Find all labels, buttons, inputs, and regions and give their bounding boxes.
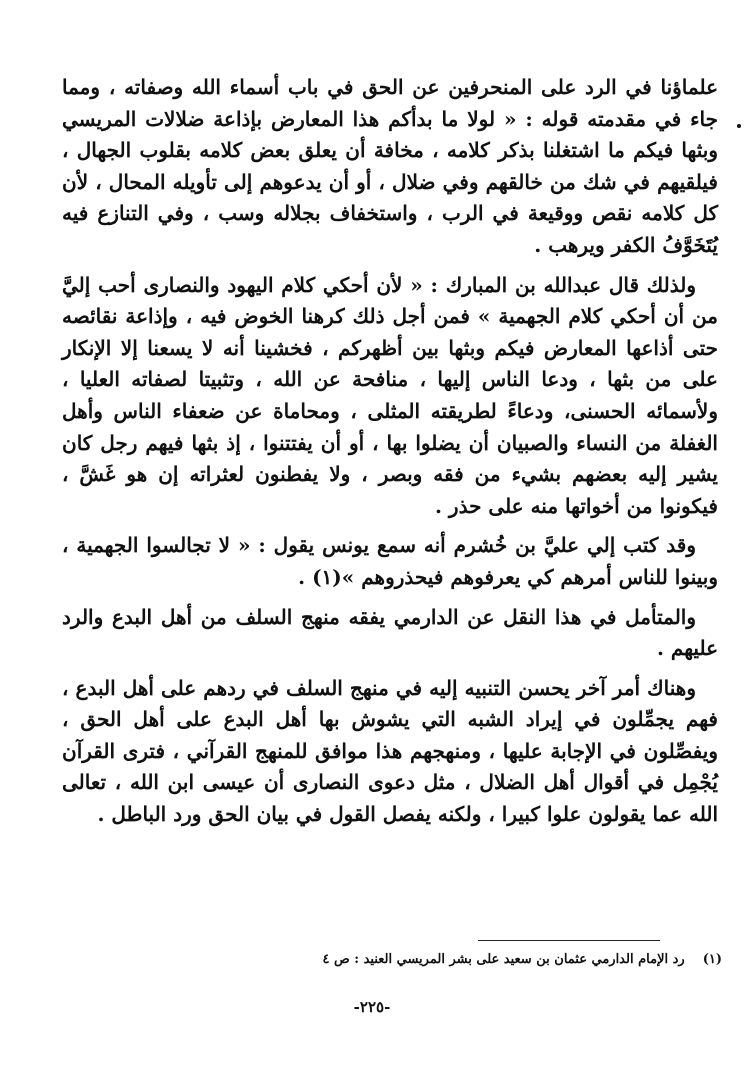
text-line: وهناك أمر آخر يحسن التنبيه إليه في منهج السلف في ردهم على أهل البدع ، <box>62 675 696 700</box>
text-line: أن يضلوا بها ، أو أن يفتتنوا ، إذ بثها فيهم رجل كان يشير إليه بعضهم بشيء من فقه <box>62 430 718 487</box>
paragraph-4 <box>62 602 718 665</box>
text-line: ووقيعة في الرب ، واستخفاف بجلاله وسب ، وفي التنازع فيه يُتَخَوَّفُ الكفر <box>62 201 718 257</box>
body-text <box>62 72 718 831</box>
footnote <box>250 952 722 967</box>
margin-dot <box>737 124 741 128</box>
text-line: علوا كبيرا ، ولكنه يفصل القول في بيان الحق ورد الباطل . <box>97 802 582 827</box>
text-line: اشتغلنا بذكر كلامه ، مخافة أن يعلق بعض كلامه بقلوب الجهال ، فيلقيهم في شك <box>62 138 718 194</box>
text-line: من أن أحكي كلام الجهمية » فمن أجل ذلك كرهنا الخوض فيه ، وإذاعة نقائصه <box>62 304 718 329</box>
paragraph-1 <box>62 72 718 262</box>
footnote-text: رد الإمام الدارمي عثمان بن سعيد على بشر المريسي العنيد : ص ٤ <box>322 952 685 967</box>
text-line: حتى أذاعها المعارض فيكم وبثها بين أظهركم ، فخشينا أنه لا يسعنا إلا الإنكار على <box>62 335 718 392</box>
text-line: وقد كتب إلي عليَّ بن خُشرم أنه سمع يونس يقول : « لا تجالسوا الجهمية ، <box>62 533 696 558</box>
footnote-separator <box>478 940 660 941</box>
text-line: من بثها ، ودعا الناس إليها ، منافحة عن الله ، وتثبيتا لصفاته العليا ، ولأسمائه الحسنى، <box>62 367 718 423</box>
footnote-number: (١) <box>702 952 722 967</box>
text-line: ولذلك قال عبدالله بن المبارك : « لأن أحكي كلام اليهود والنصارى أحب إليَّ <box>62 272 696 297</box>
text-line: مقدمته قوله : « لولا ما بدأكم هذا المعارض بإذاعة ضلالات المريسي وبثها فيكم ما <box>62 106 718 163</box>
paragraph-5 <box>62 673 718 831</box>
paragraph-3 <box>62 530 718 593</box>
text-line: وبينوا للناس أمرهم كي يعرفوهم فيحذروهم »(١) . <box>298 564 718 589</box>
text-line: فهم يجمِّلون في إيراد الشبه التي يشوش بها أهل البدع على أهل الحق ، ويفصِّلون <box>62 707 718 763</box>
text-line: علماؤنا في الرد على المنحرفين عن الحق في باب أسماء الله وصفاته ، ومما جاء في <box>62 75 718 131</box>
text-line: من خالقهم وفي ضلال ، أو أن يدعوهم إلى تأويله المحال ، لأن كل كلامه نقص <box>62 169 719 226</box>
text-line: ودعاءً لطريقته المثلى ، ومحاماة عن ضعفاء الناس وأهل الغفلة من النساء والصبيان <box>62 398 718 455</box>
page-number: -٢٢٥- <box>353 998 391 1016</box>
text-line: أقوال أهل الضلال ، مثل دعوى النصارى أن عيسى ابن الله ، تعالى الله عما يقولون <box>62 770 718 827</box>
text-line: في الإجابة عليها ، ومنهجهم هذا موافق للمنهج القرآني ، فترى القرآن يُجْمِل في <box>62 738 718 795</box>
text-line: عليهم . <box>656 636 718 661</box>
paragraph-2 <box>62 270 718 523</box>
text-line: وبصر ، ولا يفطنون لعثراته إن هو غَشَّ ، فيكونوا من أخواتها منه على حذر . <box>62 462 718 518</box>
text-line: ويرهب . <box>534 232 605 257</box>
text-line: والمتأمل في هذا النقل عن الدارمي يفقه منهج السلف من أهل البدع والرد <box>62 604 696 629</box>
